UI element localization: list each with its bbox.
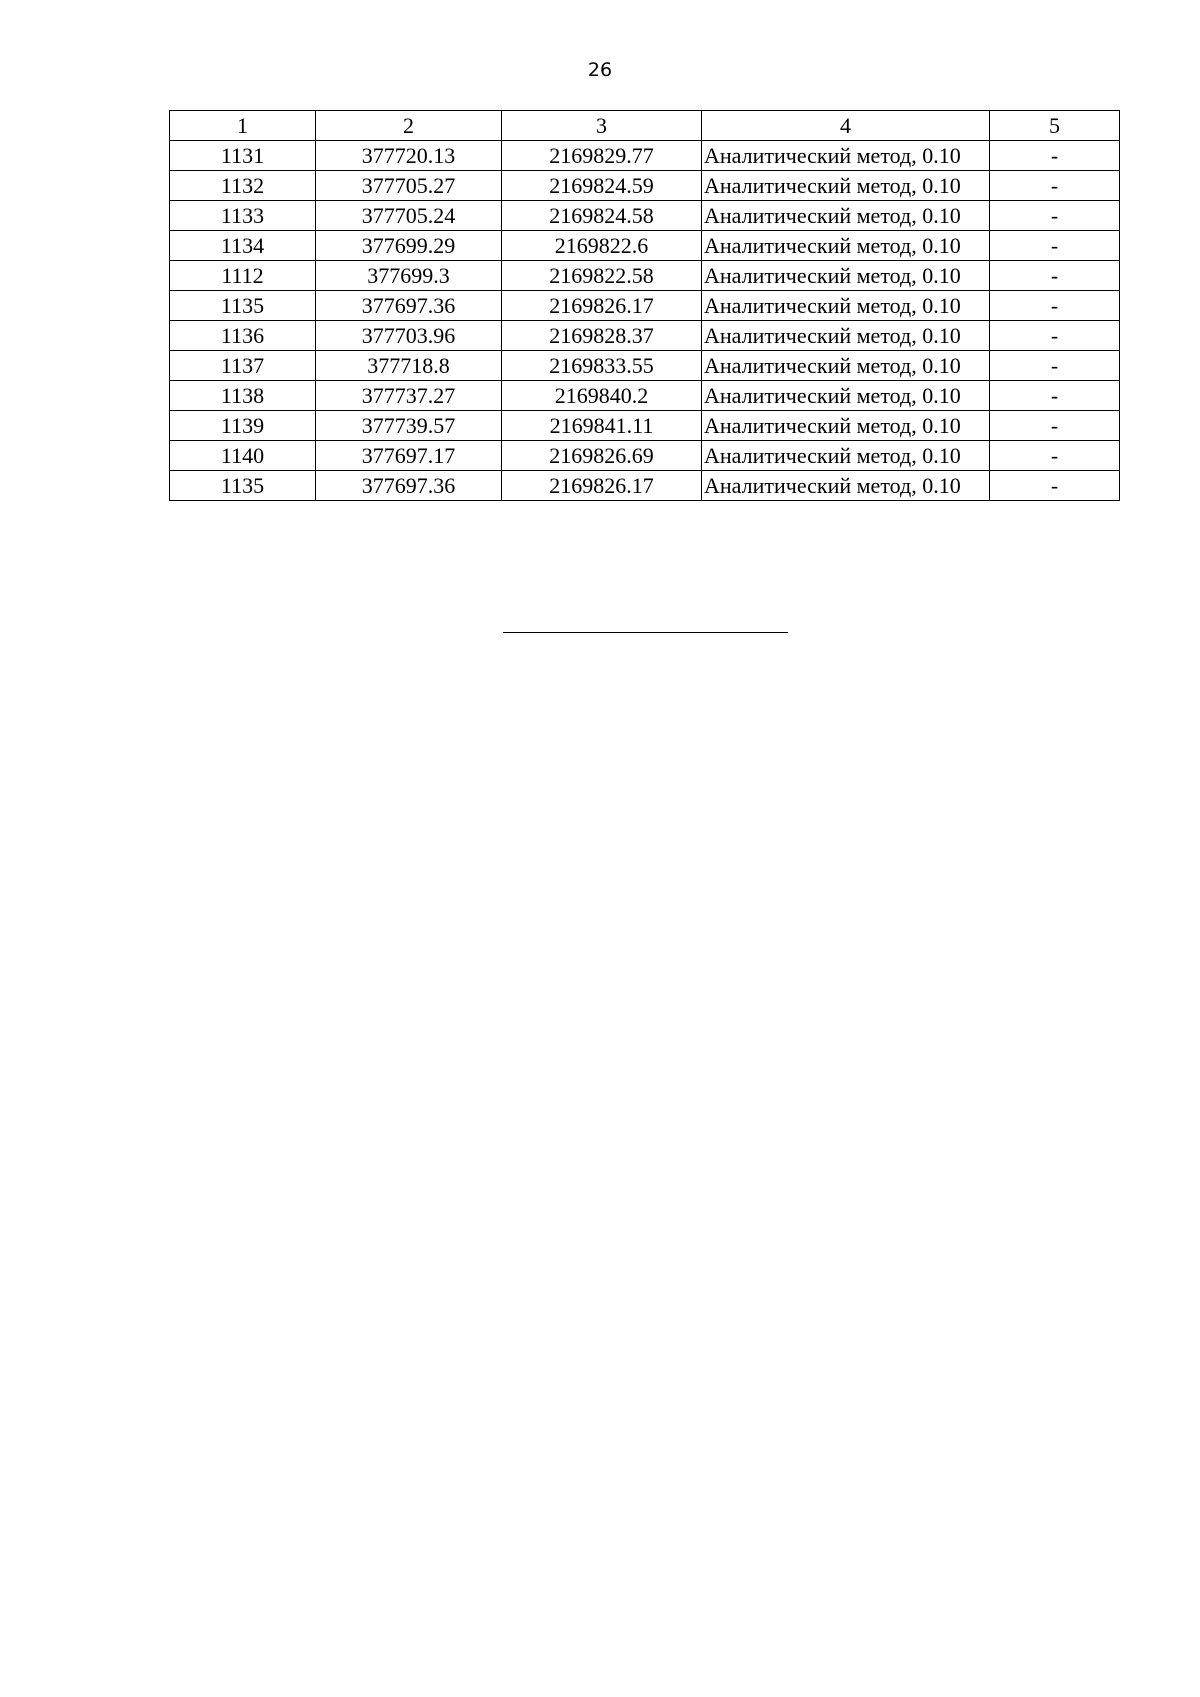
- table-row: [170, 381, 1120, 411]
- method-cell: Аналитический метод, 0.10: [702, 321, 990, 351]
- table-row: [170, 411, 1120, 441]
- x-coordinate-cell: 377699.29: [316, 231, 502, 261]
- method-cell: Аналитический метод, 0.10: [702, 231, 990, 261]
- y-coordinate-cell: 2169840.2: [502, 381, 702, 411]
- x-coordinate-cell: 377739.57: [316, 411, 502, 441]
- method-cell: Аналитический метод, 0.10: [702, 381, 990, 411]
- description-cell: -: [990, 441, 1120, 471]
- point-number-cell: 1135: [170, 291, 316, 321]
- method-cell: Аналитический метод, 0.10: [702, 201, 990, 231]
- description-cell: -: [990, 381, 1120, 411]
- x-coordinate-cell: 377697.36: [316, 291, 502, 321]
- column-header: 5: [990, 111, 1120, 141]
- end-of-document-divider: [503, 632, 788, 633]
- x-coordinate-cell: 377699.3: [316, 261, 502, 291]
- point-number-cell: 1138: [170, 381, 316, 411]
- y-coordinate-cell: 2169826.17: [502, 471, 702, 501]
- method-cell: Аналитический метод, 0.10: [702, 261, 990, 291]
- point-number-cell: 1139: [170, 411, 316, 441]
- x-coordinate-cell: 377720.13: [316, 141, 502, 171]
- table-row: [170, 201, 1120, 231]
- description-cell: -: [990, 291, 1120, 321]
- y-coordinate-cell: 2169824.58: [502, 201, 702, 231]
- coordinates-table: [169, 110, 1120, 501]
- y-coordinate-cell: 2169822.58: [502, 261, 702, 291]
- table-row: [170, 171, 1120, 201]
- point-number-cell: 1134: [170, 231, 316, 261]
- method-cell: Аналитический метод, 0.10: [702, 471, 990, 501]
- method-cell: Аналитический метод, 0.10: [702, 441, 990, 471]
- point-number-cell: 1112: [170, 261, 316, 291]
- description-cell: -: [990, 471, 1120, 501]
- y-coordinate-cell: 2169833.55: [502, 351, 702, 381]
- description-cell: -: [990, 171, 1120, 201]
- description-cell: -: [990, 141, 1120, 171]
- x-coordinate-cell: 377697.17: [316, 441, 502, 471]
- method-cell: Аналитический метод, 0.10: [702, 291, 990, 321]
- x-coordinate-cell: 377718.8: [316, 351, 502, 381]
- table-row: [170, 441, 1120, 471]
- table-header-row: [170, 111, 1120, 141]
- point-number-cell: 1132: [170, 171, 316, 201]
- page-number: 26: [587, 59, 613, 81]
- column-header: 3: [502, 111, 702, 141]
- y-coordinate-cell: 2169828.37: [502, 321, 702, 351]
- point-number-cell: 1131: [170, 141, 316, 171]
- description-cell: -: [990, 351, 1120, 381]
- table-row: [170, 261, 1120, 291]
- table-row: [170, 231, 1120, 261]
- y-coordinate-cell: 2169826.17: [502, 291, 702, 321]
- y-coordinate-cell: 2169829.77: [502, 141, 702, 171]
- column-header: 4: [702, 111, 990, 141]
- x-coordinate-cell: 377737.27: [316, 381, 502, 411]
- point-number-cell: 1140: [170, 441, 316, 471]
- point-number-cell: 1133: [170, 201, 316, 231]
- y-coordinate-cell: 2169826.69: [502, 441, 702, 471]
- method-cell: Аналитический метод, 0.10: [702, 411, 990, 441]
- column-header: 1: [170, 111, 316, 141]
- x-coordinate-cell: 377705.24: [316, 201, 502, 231]
- method-cell: Аналитический метод, 0.10: [702, 351, 990, 381]
- column-header: 2: [316, 111, 502, 141]
- y-coordinate-cell: 2169822.6: [502, 231, 702, 261]
- point-number-cell: 1137: [170, 351, 316, 381]
- point-number-cell: 1136: [170, 321, 316, 351]
- description-cell: -: [990, 261, 1120, 291]
- table-row: [170, 471, 1120, 501]
- table-row: [170, 321, 1120, 351]
- description-cell: -: [990, 411, 1120, 441]
- description-cell: -: [990, 321, 1120, 351]
- table-row: [170, 291, 1120, 321]
- method-cell: Аналитический метод, 0.10: [702, 141, 990, 171]
- point-number-cell: 1135: [170, 471, 316, 501]
- description-cell: -: [990, 201, 1120, 231]
- x-coordinate-cell: 377697.36: [316, 471, 502, 501]
- x-coordinate-cell: 377705.27: [316, 171, 502, 201]
- description-cell: -: [990, 231, 1120, 261]
- y-coordinate-cell: 2169841.11: [502, 411, 702, 441]
- table-row: [170, 351, 1120, 381]
- y-coordinate-cell: 2169824.59: [502, 171, 702, 201]
- method-cell: Аналитический метод, 0.10: [702, 171, 990, 201]
- table-row: [170, 141, 1120, 171]
- x-coordinate-cell: 377703.96: [316, 321, 502, 351]
